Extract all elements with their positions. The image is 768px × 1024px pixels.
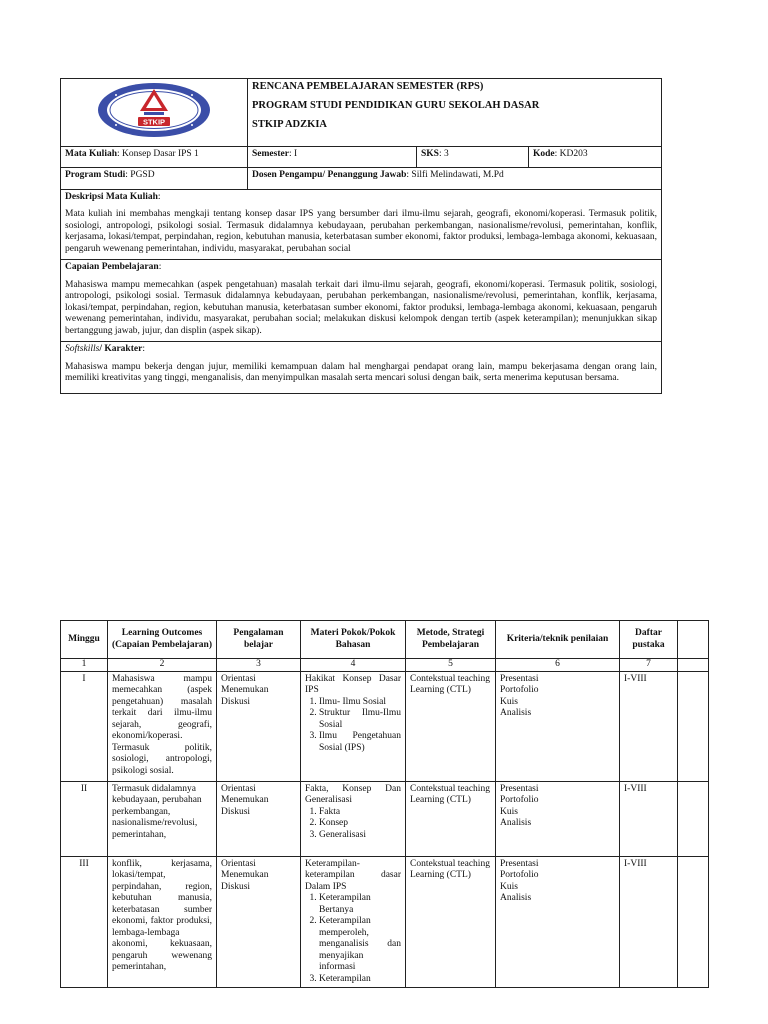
materi-item: 1. Ilmu- Ilmu Sosial bbox=[319, 697, 401, 709]
pustaka-cell: I-VIII bbox=[620, 781, 678, 856]
softskills-text: Mahasiswa mampu bekerja dengan jujur, memiliki kemampuan dalam hal menghargai pendapat orang lain, mampu bekerjasama dengan orang lain, memiliki kreativitas yang tinggi, menganalisis, dan menyimpulkan masalah serta mencari solusi dengan baik, serta menerima keputusan bersama. bbox=[65, 361, 658, 383]
col-number: 7 bbox=[620, 659, 678, 672]
col-number: 4 bbox=[301, 659, 406, 672]
rps-title: RENCANA PEMBELAJARAN SEMESTER (RPS) bbox=[252, 81, 484, 92]
extra-cell bbox=[678, 671, 709, 781]
softskills-title-rest: / Karakter bbox=[99, 344, 143, 354]
minggu-cell: I bbox=[61, 671, 108, 781]
header-pengalaman: Pengalaman belajar bbox=[217, 621, 301, 659]
kriteria-item: Kuis bbox=[500, 806, 518, 817]
materi-intro: Keterampilan-keterampilan dasar Dalam IPS bbox=[305, 858, 401, 892]
capaian-cell bbox=[61, 260, 662, 342]
kriteria-item: Kuis bbox=[500, 881, 518, 892]
softskills-heading bbox=[65, 344, 657, 356]
col-number: 5 bbox=[406, 659, 496, 672]
header-metode: Metode, Strategi Pembelajaran bbox=[406, 621, 496, 659]
logo-cell bbox=[61, 79, 248, 147]
kriteria-item: Analisis bbox=[500, 708, 532, 718]
deskripsi-colon: : bbox=[157, 191, 161, 202]
pengalaman-item: Orientasi bbox=[221, 783, 256, 794]
materi-item: 3. Generalisasi bbox=[319, 830, 401, 842]
mata-kuliah-value: : Konsep Dasar IPS 1 bbox=[117, 148, 199, 159]
softskills-colon: : bbox=[142, 344, 145, 354]
pengalaman-item: Diskusi bbox=[221, 881, 251, 892]
deskripsi-text: Mata kuliah ini membahas mengkaji tentang konsep dasar IPS yang bersumber dari ilmu-ilmu sejarah, geografi, ekonomi/koperasi. Termasuk politik, sosiologi, antropologi, psikologi sosial. Termasuk didalamnya kebudayaan, perubahan perkembangan, nasionalisme/revolusi, pemerintahan, konflik, kerjasama, lokasi/tempat, perpindahan, region, kebutuhan manusia, keterbatasan sumber ekonomi, faktor produksi, lembaga-lembaga akonomi, kekuasaan, pengaruh wewenang pemerintahan, individu, masyarakat, perubahan social bbox=[65, 209, 658, 254]
header-extra bbox=[678, 621, 709, 659]
pustaka-cell: I-VIII bbox=[620, 671, 678, 781]
sks-label: SKS bbox=[421, 148, 439, 159]
outcome-cell: Mahasiswa mampu memecahkan (aspek pengetahuan) masalah terkait dari ilmu-ilmu sejarah, geografi, ekonomi/koperasi. Termasuk politik, sosiologi, antropologi, psikologi sosial. bbox=[108, 671, 217, 781]
header-pustaka: Daftar pustaka bbox=[620, 621, 678, 659]
rps-title-cell bbox=[248, 79, 662, 147]
sks-value: : 3 bbox=[438, 148, 449, 159]
capaian-colon: : bbox=[158, 262, 162, 272]
metode-cell: Contekstual teaching Learning (CTL) bbox=[406, 856, 496, 988]
institution-title: STKIP ADZKIA bbox=[252, 119, 327, 130]
semester-cell bbox=[248, 146, 417, 167]
capaian-title: Capaian Pembelajaran bbox=[65, 262, 159, 272]
rps-header-table bbox=[60, 78, 662, 394]
pengalaman-item: Menemukan bbox=[221, 870, 269, 880]
pengalaman-cell bbox=[217, 856, 301, 988]
semester-value: : I bbox=[288, 148, 298, 159]
kriteria-item: Portofolio bbox=[500, 870, 539, 880]
kriteria-cell bbox=[496, 856, 620, 988]
header-materi: Materi Pokok/Pokok Bahasan bbox=[301, 621, 406, 659]
kriteria-item: Presentasi bbox=[500, 858, 539, 869]
materi-cell bbox=[301, 781, 406, 856]
logo-text: STKIP bbox=[142, 117, 166, 127]
dosen-cell bbox=[248, 167, 662, 189]
metode-cell: Contekstual teaching Learning (CTL) bbox=[406, 671, 496, 781]
extra-cell bbox=[678, 781, 709, 856]
extra-cell bbox=[678, 856, 709, 988]
sks-cell bbox=[417, 146, 529, 167]
mata-kuliah-label: Mata Kuliah bbox=[65, 148, 117, 159]
materi-item: 2. Konsep bbox=[319, 818, 401, 830]
softskills-cell bbox=[61, 342, 662, 394]
capaian-heading bbox=[65, 262, 657, 274]
schedule-table bbox=[60, 620, 709, 988]
pengalaman-item: Orientasi bbox=[221, 673, 256, 684]
outcome-cell: Termasuk didalamnya kebudayaan, perubahan perkembangan, nasionalisme/revolusi, pemerintahan, bbox=[108, 781, 217, 856]
pengalaman-item: Menemukan bbox=[221, 685, 269, 695]
deskripsi-title: Deskripsi Mata Kuliah bbox=[65, 191, 158, 202]
pengalaman-cell bbox=[217, 671, 301, 781]
mata-kuliah-cell bbox=[61, 146, 248, 167]
materi-cell bbox=[301, 856, 406, 988]
minggu-cell: III bbox=[61, 856, 108, 988]
kode-value: : KD203 bbox=[554, 148, 588, 159]
kriteria-item: Kuis bbox=[500, 696, 518, 707]
kriteria-item: Portofolio bbox=[500, 685, 539, 695]
materi-item: 3. Keterampilan bbox=[319, 974, 401, 986]
kode-label: Kode bbox=[533, 148, 555, 159]
col-number bbox=[678, 659, 709, 672]
pengalaman-item: Orientasi bbox=[221, 858, 256, 869]
materi-cell bbox=[301, 671, 406, 781]
softskills-title-italic: Softskills bbox=[65, 344, 100, 354]
table-row bbox=[61, 856, 709, 988]
materi-item: 1. Fakta bbox=[319, 807, 401, 819]
outcome-cell: konflik, kerjasama, lokasi/tempat, perpindahan, region, kebutuhan manusia, keterbatasan sumber ekonomi, faktor produksi, lembaga-lembaga akonomi, kekuasaan, pengaruh wewenang pemerintahan, bbox=[108, 856, 217, 988]
materi-item: 1. Keterampilan Bertanya bbox=[319, 893, 401, 916]
kriteria-item: Analisis bbox=[500, 893, 532, 903]
kriteria-item: Presentasi bbox=[500, 783, 539, 794]
metode-cell: Contekstual teaching Learning (CTL) bbox=[406, 781, 496, 856]
materi-item: 2. Struktur Ilmu-Ilmu Sosial bbox=[319, 708, 401, 731]
semester-label: Semester bbox=[252, 148, 289, 159]
capaian-text: Mahasiswa mampu memecahkan (aspek pengetahuan) masalah terkait dari ilmu-ilmu sejarah, geografi, ekonomi/koperasi. Termasuk politik, sosiologi, antropologi, psikologi sosial. Termasuk didalamnya kebudayaan, perubahan perkembangan, nasionalisme/revolusi, pemerintahan, konflik, kerjasama, lokasi/tempat, perpindahan, region, kebutuhan manusia, keterbatasan sumber ekonomi, faktor produksi, lembaga-lembaga akonomi, kekuasaan, pengaruh wewenang pemerintahan, individu, masyarakat, perubahan social; melakukan diskusi kelompok dengan tertib (aspek keterampilan); menunjukkan sikap bertanggung jawab, jujur, dan displin (aspek sikap). bbox=[65, 279, 658, 336]
prodi-cell bbox=[61, 167, 248, 189]
kriteria-cell bbox=[496, 781, 620, 856]
pustaka-cell: I-VIII bbox=[620, 856, 678, 988]
table-row bbox=[61, 671, 709, 781]
pengalaman-item: Menemukan bbox=[221, 795, 269, 805]
pengalaman-item: Diskusi bbox=[221, 696, 251, 707]
header-learning-outcomes: Learning Outcomes (Capaian Pembelajaran) bbox=[108, 621, 217, 659]
table-row bbox=[61, 781, 709, 856]
header-minggu: Minggu bbox=[61, 621, 108, 659]
materi-item: 2. Keterampilan memperoleh, menganalisis dan menyajikan informasi bbox=[319, 916, 401, 974]
col-number: 6 bbox=[496, 659, 620, 672]
col-number: 1 bbox=[61, 659, 108, 672]
dosen-value: : Silfi Melindawati, M.Pd bbox=[406, 169, 504, 180]
minggu-cell: II bbox=[61, 781, 108, 856]
kriteria-item: Analisis bbox=[500, 818, 532, 828]
deskripsi-cell bbox=[61, 189, 662, 260]
program-title: PROGRAM STUDI PENDIDIKAN GURU SEKOLAH DASAR bbox=[252, 100, 540, 111]
kriteria-item: Presentasi bbox=[500, 673, 539, 684]
header-kriteria: Kriteria/teknik penilaian bbox=[496, 621, 620, 659]
prodi-label: Program Studi bbox=[65, 169, 126, 180]
prodi-value: : PGSD bbox=[125, 169, 155, 180]
materi-intro: Hakikat Konsep Dasar IPS bbox=[305, 673, 401, 695]
pengalaman-item: Diskusi bbox=[221, 806, 251, 817]
kriteria-item: Portofolio bbox=[500, 795, 539, 805]
dosen-label: Dosen Pengampu/ Penanggung Jawab bbox=[252, 169, 407, 180]
col-number: 2 bbox=[108, 659, 217, 672]
materi-item: 3. Ilmu Pengetahuan Sosial (IPS) bbox=[319, 731, 401, 754]
pengalaman-cell bbox=[217, 781, 301, 856]
kode-cell bbox=[529, 146, 662, 167]
stkip-logo-icon bbox=[94, 81, 214, 139]
deskripsi-heading bbox=[65, 192, 657, 204]
kriteria-cell bbox=[496, 671, 620, 781]
col-number: 3 bbox=[217, 659, 301, 672]
materi-intro: Fakta, Konsep Dan Generalisasi bbox=[305, 783, 401, 805]
